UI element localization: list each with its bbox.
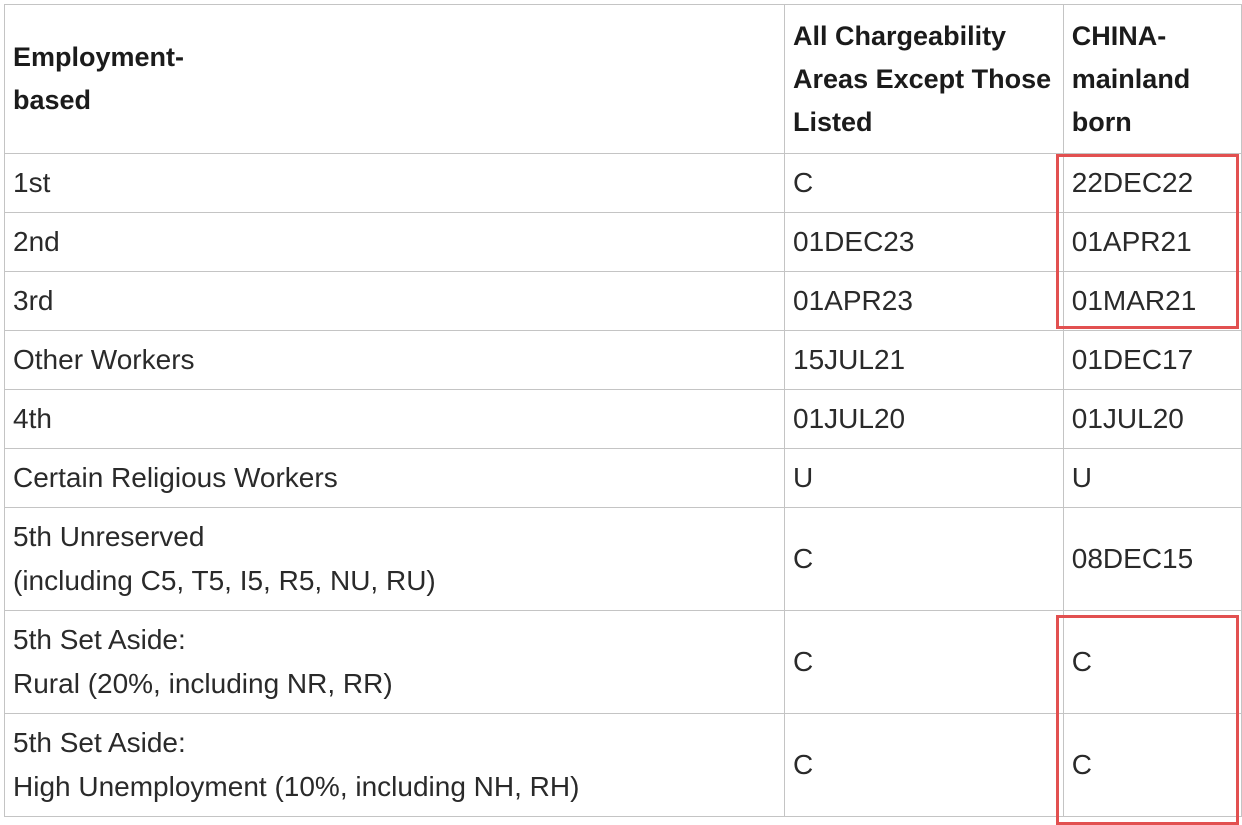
row-label xyxy=(5,390,785,449)
cell-china: C xyxy=(1063,611,1241,714)
cell-china: 01APR21 xyxy=(1063,213,1241,272)
cell-all-areas: 15JUL21 xyxy=(785,331,1064,390)
table-row xyxy=(5,331,1242,390)
row-label-line: 5th Set Aside: xyxy=(13,624,186,655)
row-label xyxy=(5,272,785,331)
cell-china: 01DEC17 xyxy=(1063,331,1241,390)
cell-all-areas: 01JUL20 xyxy=(785,390,1064,449)
table-row xyxy=(5,390,1242,449)
table-row xyxy=(5,213,1242,272)
table-row xyxy=(5,611,1242,714)
row-label xyxy=(5,449,785,508)
cell-all-areas: U xyxy=(785,449,1064,508)
row-label-line: Certain Religious Workers xyxy=(13,462,338,493)
header-category: Employment-based xyxy=(5,5,785,154)
table-row xyxy=(5,508,1242,611)
cell-china: U xyxy=(1063,449,1241,508)
table-row xyxy=(5,272,1242,331)
row-label-line: 5th Set Aside: xyxy=(13,727,186,758)
header-row xyxy=(5,5,1242,154)
table-row xyxy=(5,714,1242,817)
row-label xyxy=(5,154,785,213)
row-label xyxy=(5,611,785,714)
cell-china: C xyxy=(1063,714,1241,817)
row-label xyxy=(5,714,785,817)
cell-all-areas: 01APR23 xyxy=(785,272,1064,331)
row-label-line: Other Workers xyxy=(13,344,195,375)
row-label-line: 2nd xyxy=(13,226,60,257)
header-china-mainland: CHINA-mainland born xyxy=(1063,5,1241,154)
row-label-line: (including C5, T5, I5, R5, NU, RU) xyxy=(13,565,436,596)
cell-all-areas: C xyxy=(785,714,1064,817)
visa-bulletin-table xyxy=(4,4,1242,817)
cell-china: 01JUL20 xyxy=(1063,390,1241,449)
row-label-line: 4th xyxy=(13,403,52,434)
row-label-line: 3rd xyxy=(13,285,54,316)
table-row xyxy=(5,154,1242,213)
cell-all-areas: C xyxy=(785,508,1064,611)
table-row xyxy=(5,449,1242,508)
cell-all-areas: C xyxy=(785,611,1064,714)
row-label xyxy=(5,508,785,611)
cell-china: 01MAR21 xyxy=(1063,272,1241,331)
cell-all-areas: 01DEC23 xyxy=(785,213,1064,272)
cell-china: 22DEC22 xyxy=(1063,154,1241,213)
cell-china: 08DEC15 xyxy=(1063,508,1241,611)
row-label-line: 1st xyxy=(13,167,51,198)
row-label-line: High Unemployment (10%, including NH, RH) xyxy=(13,771,580,802)
cell-all-areas: C xyxy=(785,154,1064,213)
row-label xyxy=(5,213,785,272)
row-label xyxy=(5,331,785,390)
row-label-line: Rural (20%, including NR, RR) xyxy=(13,668,393,699)
row-label-line: 5th Unreserved xyxy=(13,521,205,552)
header-all-chargeability: All Chargeability Areas Except Those Listed xyxy=(785,5,1064,154)
